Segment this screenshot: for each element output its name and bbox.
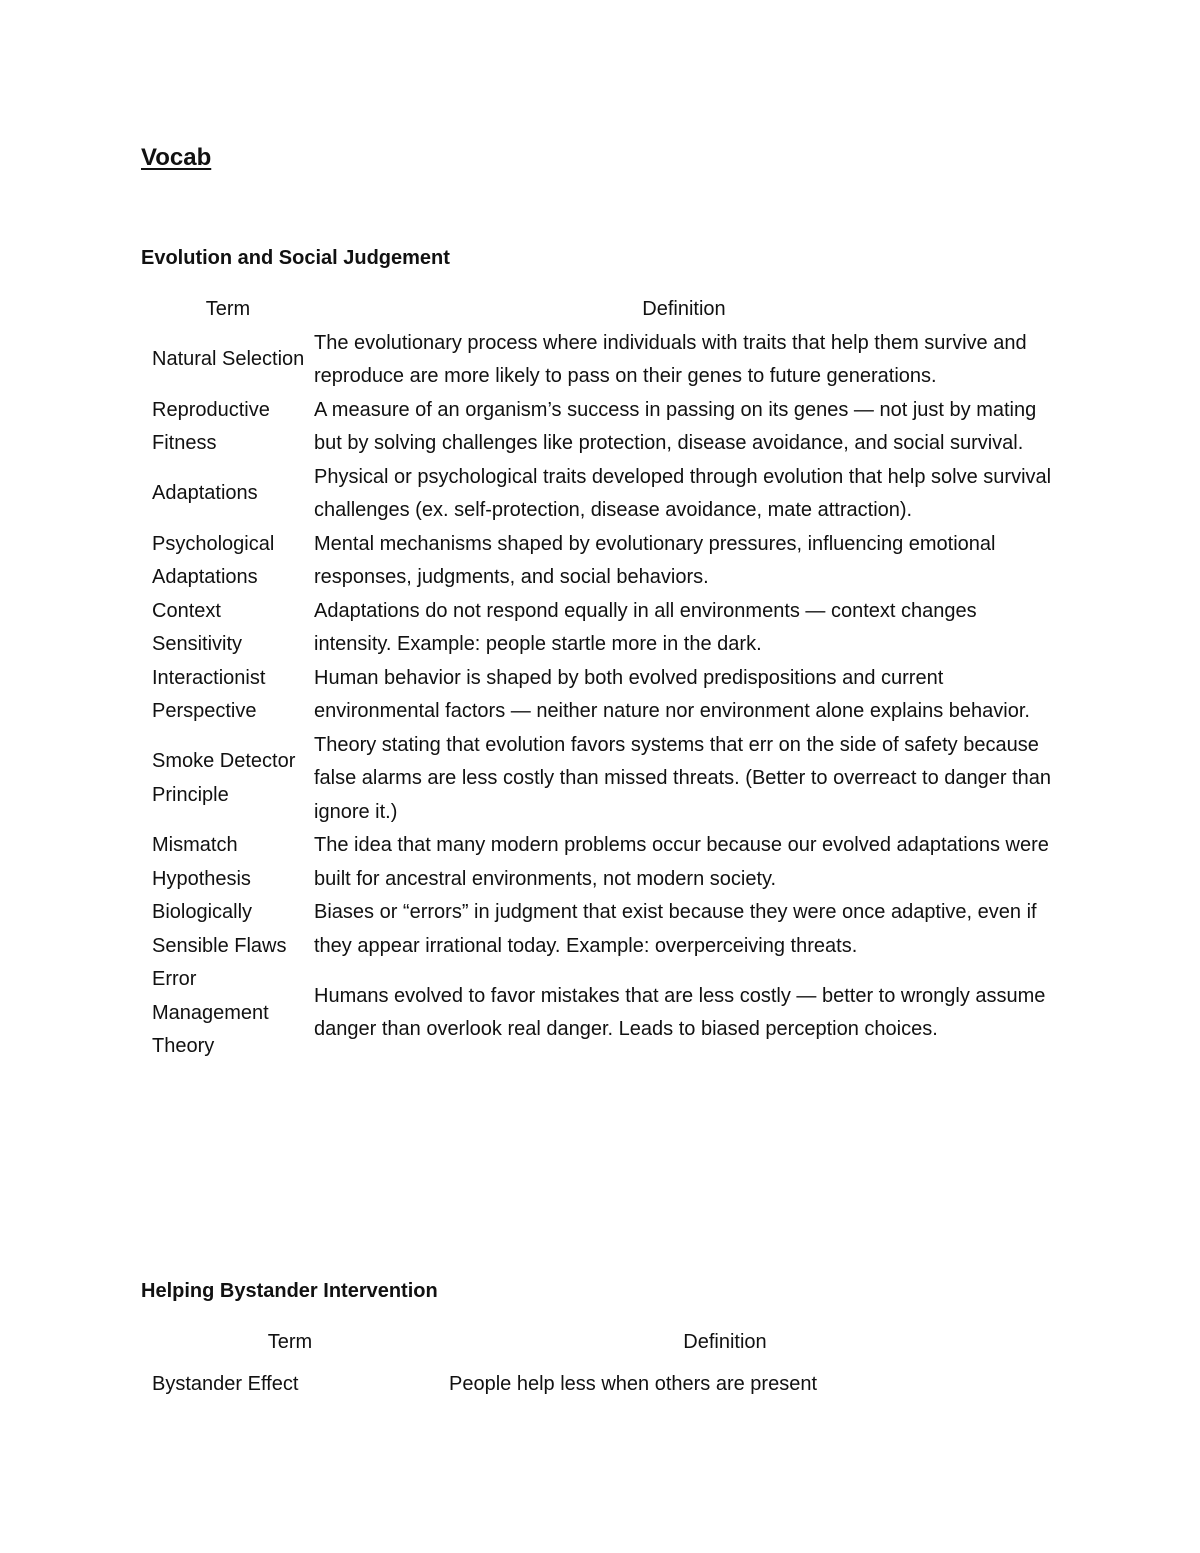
definition-cell: A measure of an organism’s success in passing on its genes — not just by mating but by solving challenges like protection, disease avoidance, and social survival. xyxy=(314,398,1037,454)
page-title: Vocab xyxy=(141,144,212,171)
column-header-definition: Definition xyxy=(683,1331,767,1353)
table-row xyxy=(142,896,1054,963)
vocab-table xyxy=(142,293,1054,1064)
term-cell: Reproductive Fitness xyxy=(152,398,270,454)
table-row xyxy=(142,461,1054,528)
term-cell: Bystander Effect xyxy=(152,1373,299,1395)
table-header-row xyxy=(142,293,1054,327)
term-cell: Error Management Theory xyxy=(152,968,269,1057)
table-header-row xyxy=(142,1326,1012,1368)
definition-cell: The idea that many modern problems occur because our evolved adaptations were built for ancestral environments, not modern society. xyxy=(314,834,1049,890)
definition-cell: Biases or “errors” in judgment that exist because they were once adaptive, even if they appear irrational today. Example: overperceiving threats. xyxy=(314,901,1037,957)
term-cell: Natural Selection xyxy=(152,348,305,371)
definition-cell: Physical or psychological traits developed through evolution that help solve survival challenges (ex. self-protection, disease avoidance, mate attraction). xyxy=(314,465,1052,521)
table-row xyxy=(142,729,1054,830)
section-heading: Helping Bystander Intervention xyxy=(141,1280,438,1302)
definition-cell: Human behavior is shaped by both evolved predispositions and current environmental factors — neither nature nor environment alone explains behavior. xyxy=(314,666,1030,722)
column-header-term: Term xyxy=(267,1331,313,1353)
term-cell: Biologically Sensible Flaws xyxy=(152,901,287,957)
vocab-table xyxy=(142,1326,1012,1402)
table-row xyxy=(142,829,1054,896)
column-header-definition: Definition xyxy=(642,298,726,320)
table-row xyxy=(142,1368,1012,1402)
term-cell: Psychological Adaptations xyxy=(152,532,275,588)
section-heading: Evolution and Social Judgement xyxy=(141,247,450,269)
term-cell: Smoke Detector Principle xyxy=(152,750,296,806)
definition-cell: Humans evolved to favor mistakes that are less costly — better to wrongly assume danger than overlook real danger. Leads to biased perception choices. xyxy=(314,984,1046,1041)
table-row xyxy=(142,662,1054,729)
definition-cell: Adaptations do not respond equally in all environments — context changes intensity. Example: people startle more in the dark. xyxy=(314,599,977,655)
definition-cell: Theory stating that evolution favors systems that err on the side of safety because false alarms are less costly than missed threats. (Better to overreact to danger than ignore it.) xyxy=(314,733,1052,823)
definition-cell: The evolutionary process where individuals with traits that help them survive and reproduce are more likely to pass on their genes to future generations. xyxy=(314,331,1027,387)
definition-cell: Mental mechanisms shaped by evolutionary pressures, influencing emotional responses, judgments, and social behaviors. xyxy=(314,532,996,588)
definition-cell: People help less when others are present xyxy=(449,1373,818,1395)
term-cell: Interactionist Perspective xyxy=(152,666,266,722)
column-header-term: Term xyxy=(205,298,251,320)
term-cell: Adaptations xyxy=(152,482,258,505)
table-row xyxy=(142,394,1054,461)
table-row xyxy=(142,327,1054,394)
table-row xyxy=(142,595,1054,662)
term-cell: Context Sensitivity xyxy=(152,599,243,655)
term-cell: Mismatch Hypothesis xyxy=(152,834,251,890)
table-row xyxy=(142,963,1054,1064)
table-row xyxy=(142,528,1054,595)
